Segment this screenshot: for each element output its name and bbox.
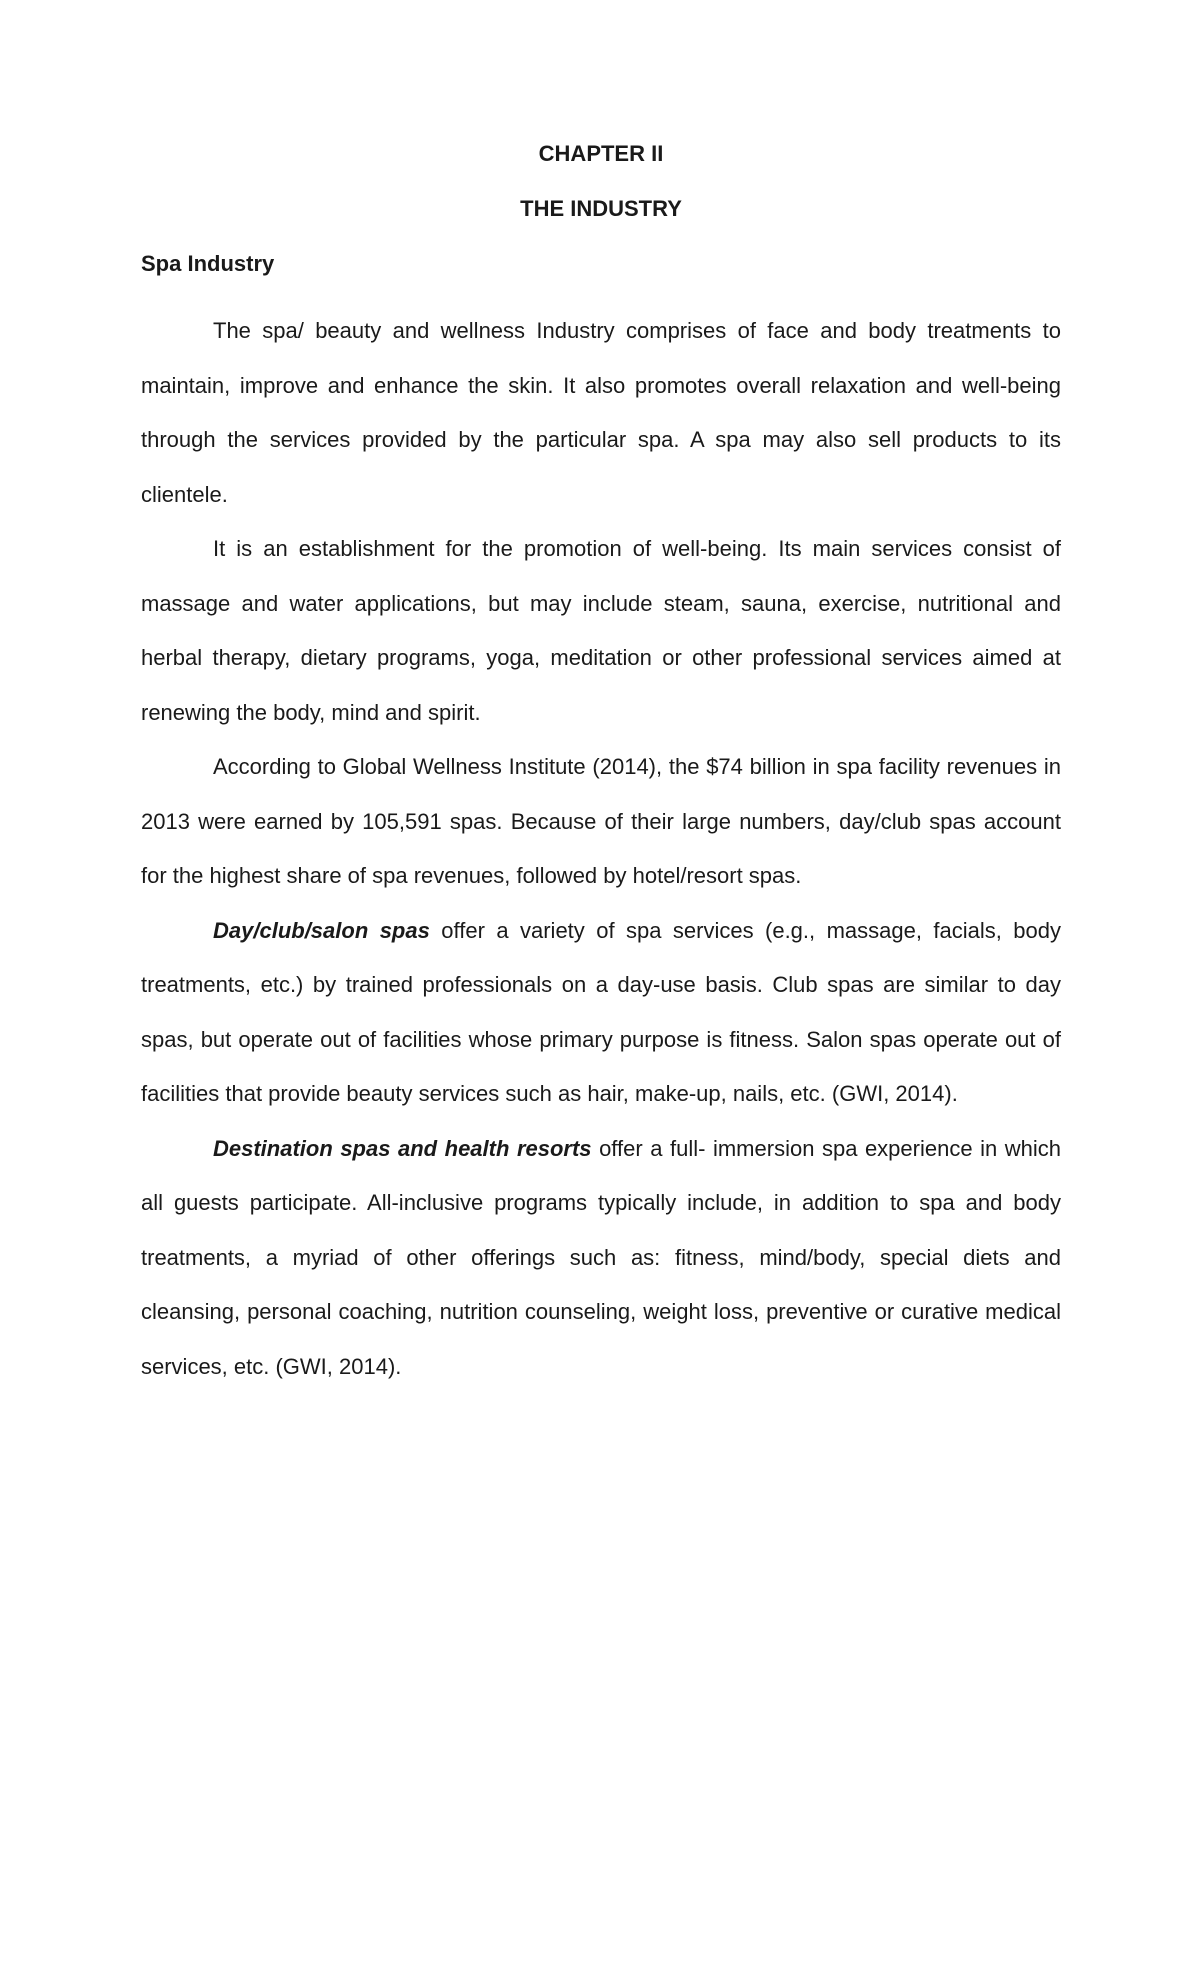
paragraph-lead-term: Day/club/salon spas bbox=[213, 917, 430, 943]
paragraph-text: It is an establishment for the promotion of well-being. Its main services consist of massage and water applications, but may include steam, sauna, exercise, nutritional and herbal therapy, dietary programs, yoga, meditation or other professional services aimed at renewing the body, mind and spirit. bbox=[141, 536, 1061, 725]
page-content bbox=[141, 140, 1061, 1394]
paragraph-text: offer a full- immersion spa experience in which all guests participate. All-inclusive programs typically include, in addition to spa and body treatments, a myriad of other offerings such as: fitness, mind/body, special diets and cleansing, personal coaching, nutrition counseling, weight loss, preventive or curative medical services, etc. (GWI, 2014). bbox=[141, 1135, 1062, 1379]
paragraph-text: offer a variety of spa services (e.g., massage, facials, body treatments, etc.) by trained professionals on a day-use basis. Club spas are similar to day spas, but operate out of facilities whose primary purpose is fitness. Salon spas operate out of facilities that provide beauty services such as hair, make-up, nails, etc. (GWI, 2014). bbox=[141, 917, 1061, 1106]
chapter-title: THE INDUSTRY bbox=[520, 196, 682, 221]
paragraph-text: The spa/ beauty and wellness Industry comprises of face and body treatments to maintain, improve and enhance the skin. It also promotes overall relaxation and well-being through the services provided by the particular spa. A spa may also sell products to its clientele. bbox=[141, 318, 1061, 507]
chapter-number: CHAPTER II bbox=[538, 141, 664, 166]
paragraph-1 bbox=[141, 304, 1061, 522]
paragraph-3 bbox=[141, 740, 1061, 904]
paragraph-lead-term: Destination spas and health resorts bbox=[213, 1135, 592, 1161]
paragraph-text: According to Global Wellness Institute (2014), the $74 billion in spa facility revenues in 2013 were earned by 105,591 spas. Because of their large numbers, day/club spas account for the highest share of spa revenues, followed by hotel/resort spas. bbox=[141, 754, 1061, 888]
paragraph-2 bbox=[141, 522, 1061, 740]
paragraph-5 bbox=[141, 1122, 1061, 1395]
paragraph-4 bbox=[141, 904, 1061, 1122]
section-title: Spa Industry bbox=[141, 251, 275, 276]
